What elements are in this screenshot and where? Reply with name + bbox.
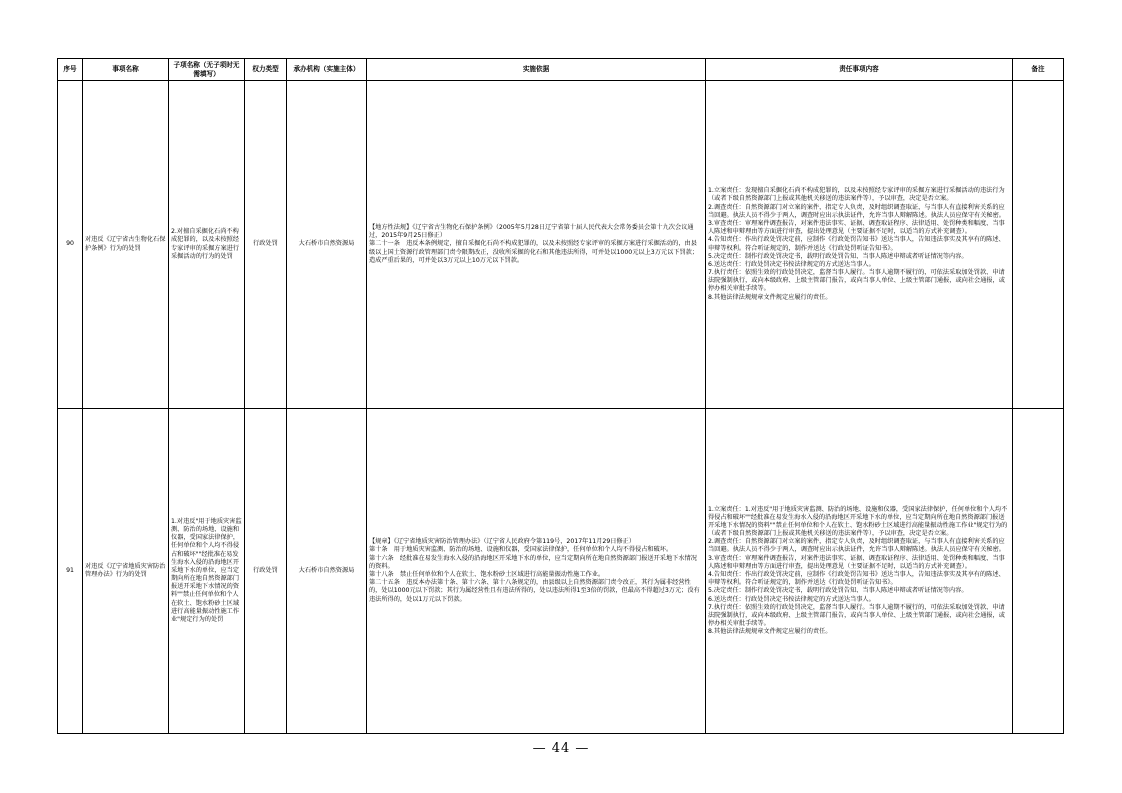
- header-seq: 序号: [58, 59, 83, 81]
- resp-paragraph: 1.立案责任：1.对违反"用于地质灾害监测、防治的场地、设施和仪器，受国家法律保护，任何单位和个人均不得侵占和破坏""经批准在易发生海水入侵的沿海地区开采地下水的单位，应当定期向所在地自然资源部门报送开采地下水情况的资料""禁止任何单位和个人在软土、饱水粉砂土区域进行高能量振动性施工作业"规定行为的（或者下级自然资源部门上报或其他机关移送的违法案件等），予以审查，决定是否立案。: [708, 505, 1008, 538]
- row-sub-item: 2.对擅自采掘化石尚不构成犯罪的，以及未按照经专家评审的采掘方案进行采掘活动的行为的处罚: [169, 81, 245, 409]
- resp-paragraph: 6.送达责任：行政处罚决定书按法律规定的方式送达当事人。: [708, 260, 875, 268]
- row-item-name: 对违反《辽宁省古生物化石保护条例》行为的处罚: [83, 81, 169, 409]
- resp-paragraph: 8.其他法律法规规章文件规定应履行的责任。: [708, 628, 832, 636]
- basis-paragraph: 第十六条 经批准在易发生海水入侵的沿海地区开采地下水的单位，应当定期向所在地自然资源部门报送开采地下水情况的资料。: [369, 554, 697, 570]
- resp-paragraph: 1.立案责任：发现擅自采掘化石尚不构成犯罪的，以及未按照经专家评审的采掘方案进行采掘活动的违法行为（或者下级自然资源部门上报或其他机关移送的违法案件等），予以审查，决定是否立案。: [708, 187, 1005, 203]
- resp-paragraph: 6.送达责任：行政处罚决定书按法律规定的方式送达当事人。: [708, 595, 875, 603]
- row-item-name: 对违反《辽宁省地质灾害防治管理办法》行为的处罚: [83, 409, 169, 734]
- row-org: 大石桥市自然资源局: [287, 81, 367, 409]
- row-responsibility: [706, 81, 1013, 409]
- resp-paragraph: 5.决定责任：制作行政处罚决定书，载明行政处罚告知、当事人陈述申辩或者听证情况等内容。: [708, 252, 968, 260]
- basis-paragraph: 第二十五条 违反本办法第十条、第十六条、第十八条规定的，由县级以上自然资源部门责令改正，其行为属非经营性的，处以1000元以下罚款；其行为属经营性且有违法所得的，处以违法所得1至3倍的罚款，但最高不得超过3万元；没有违法所得的，处以1万元以下罚款。: [369, 579, 700, 603]
- basis-paragraph: 【地方性法规】《辽宁省古生物化石保护条例》（2005年5月28日辽宁省第十届人民代表大会常务委员会第十九次会议通过，2015年9月25日修正）: [369, 224, 694, 240]
- row-org: 大石桥市自然资源局: [287, 409, 367, 734]
- header-org: 承办机构（实施主体）: [287, 59, 367, 81]
- header-responsibility: 责任事项内容: [706, 59, 1013, 81]
- resp-paragraph: 2.调查责任：自然资源部门对立案的案件，指定专人负责，及时组织调查取证，与当事人有直接利害关系的应当回避。执法人员不得少于两人，调查时应出示执法证件，允许当事人辩解陈述。执法人员应保守有关秘密。: [708, 538, 1005, 554]
- resp-paragraph: 4.告知责任：作出行政处罚决定前，应制作《行政处罚告知书》送达当事人，告知违法事实及其享有的陈述、申辩等权利。符合听证规定的，制作并送达《行政处罚听证告知书》。: [708, 236, 1005, 252]
- basis-paragraph: 第十条 用于地质灾害监测、防治的场地、设施和仪器，受国家法律保护，任何单位和个人均不得侵占和破坏。: [369, 546, 673, 554]
- row-basis: [367, 409, 706, 734]
- resp-paragraph: 2.调查责任：自然资源部门对立案的案件，指定专人负责，及时组织调查取证，与当事人有直接利害关系的应当回避。执法人员不得少于两人，调查时应出示执法证件，允许当事人辩解陈述。执法人员应保守有关秘密。: [708, 203, 1005, 219]
- basis-paragraph: 第二十一条 违反本条例规定，擅自采掘化石尚不构成犯罪的，以及未按照经专家评审的采掘方案进行采掘活动的，由县级以上国土资源行政管理部门责令限期改正，没收所采掘的化石和其他违法所得，可并处以1000元以上3万元以下罚款；造成严重后果的，可并处以3万元以上10万元以下罚款。: [369, 240, 699, 264]
- resp-paragraph: 5.决定责任：制作行政处罚决定书，载明行政处罚告知、当事人陈述申辩或者听证情况等内容。: [708, 587, 968, 595]
- power-list-table: [57, 58, 1064, 734]
- resp-paragraph: 3.审查责任：审理案件调查报告，对案件违法事实、证据、调查取证程序、法律适用、处罚种类和幅度、当事人陈述和申辩理由等方面进行审查，提出处理意见（主要证据不足时，以适当的方式补充调查）。: [708, 219, 1005, 236]
- table-row: [58, 81, 1064, 409]
- row-seq: 91: [58, 409, 83, 734]
- row-basis: [367, 81, 706, 409]
- row-note: [1013, 81, 1064, 409]
- resp-paragraph: 3.审查责任：审理案件调查报告，对案件违法事实、证据、调查取证程序、法律适用、处罚种类和幅度、当事人陈述和申辩理由等方面进行审查，提出处理意见（主要证据不足时，以适当的方式补充调查）。: [708, 554, 1005, 570]
- resp-paragraph: 4.告知责任：作出行政处罚决定前，应制作《行政处罚告知书》送达当事人，告知违法事实及其享有的陈述、申辩等权利。符合听证规定的，制作并送达《行政处罚听证告知书》。: [708, 571, 1005, 587]
- resp-paragraph: 8.其他法律法规规章文件规定应履行的责任。: [708, 293, 832, 301]
- row-sub-item: 1.对违反"用于地质灾害监测、防治的场地、设施和仪器，受国家法律保护，任何单位和个人均不得侵占和破坏""经批准在易发生海水入侵的沿海地区开采地下水的单位，应当定期向所在地自然资源部门报送开采地下水情况的资料""禁止任何单位和个人在软土、饱水粉砂土区域进行高能量振动性施工作业"规定行为的处罚: [169, 409, 245, 734]
- row-note: [1013, 409, 1064, 734]
- basis-paragraph: 第十八条 禁止任何单位和个人在软土、饱水粉砂土区域进行高能量振动性施工作业。: [369, 571, 605, 578]
- row-power-type: 行政处罚: [245, 409, 287, 734]
- basis-paragraph: 【规章】《辽宁省地质灾害防治管理办法》（辽宁省人民政府令第119号，2017年11月29日修正）: [369, 538, 636, 546]
- row-seq: 90: [58, 81, 83, 409]
- header-basis: 实施依据: [367, 59, 706, 81]
- header-item-name: 事项名称: [83, 59, 169, 81]
- row-power-type: 行政处罚: [245, 81, 287, 409]
- table-header-row: [58, 59, 1064, 81]
- header-note: 备注: [1013, 59, 1064, 81]
- resp-paragraph: 7.执行责任：依照生效的行政处罚决定，监督当事人履行。当事人逾期不履行的，可依法采取加处罚款、申请法院强制执行，或向本级政府、上级主管部门报告，或向当事人单位、上级主管部门通报，或向社会通报，或停办相关审批手续等。: [708, 269, 1005, 293]
- resp-paragraph: 7.执行责任：依照生效的行政处罚决定，监督当事人履行。当事人逾期不履行的，可依法采取加处罚款、申请法院强制执行，或向本级政府、上级主管部门报告，或向当事人单位、上级主管部门通报，或向社会通报，或停办相关审批手续等。: [708, 603, 1005, 628]
- header-power-type: 权力类型: [245, 59, 287, 81]
- header-sub-item: 子项名称（无子项时无需填写）: [169, 59, 245, 81]
- page-number: — 44 —: [532, 741, 590, 756]
- table-row: [58, 409, 1064, 734]
- row-responsibility: [706, 409, 1013, 734]
